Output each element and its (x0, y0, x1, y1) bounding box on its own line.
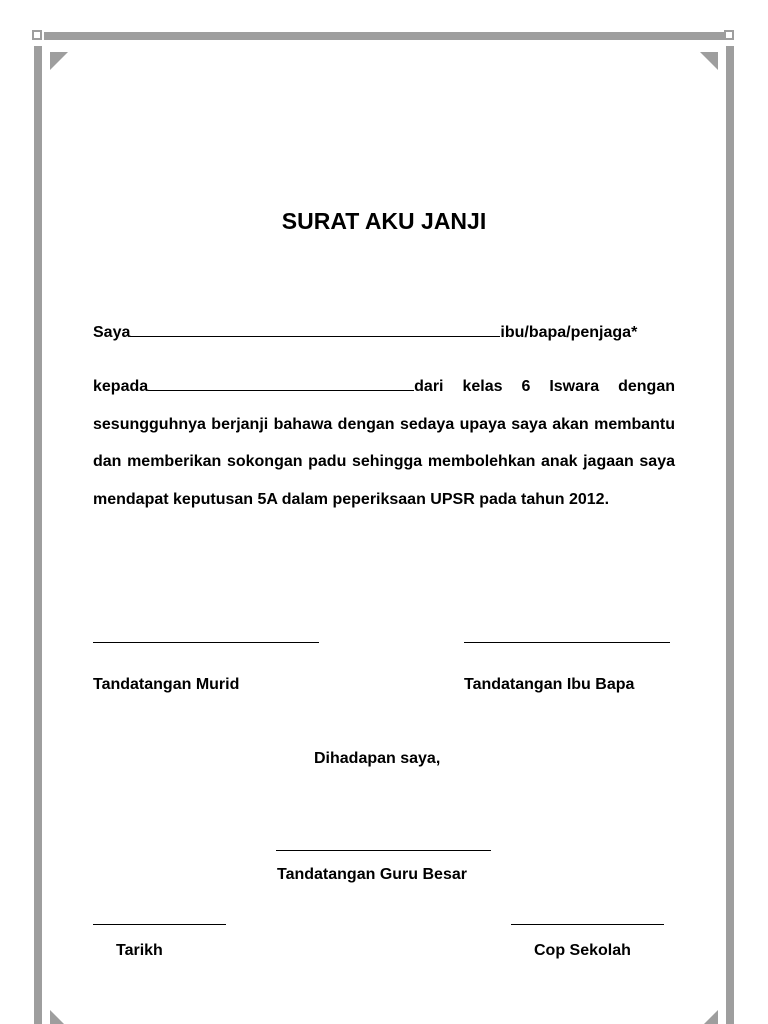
date-label: Tarikh (116, 942, 163, 959)
relation-label: ibu/bapa/penjaga* (500, 324, 638, 341)
headmaster-signature-label: Tandatangan Guru Besar (277, 866, 467, 883)
student-signature-line (93, 628, 319, 643)
parent-signature-label: Tandatangan Ibu Bapa (464, 676, 635, 693)
witness-intro: Dihadapan saya, (314, 750, 441, 767)
parent-name-blank (130, 322, 500, 337)
kepada-label: kepada (93, 378, 149, 395)
parent-signature-line (464, 628, 670, 643)
parent-name-line (93, 322, 675, 342)
headmaster-signature-line (276, 836, 491, 851)
school-stamp-line (511, 910, 664, 925)
pledge-body: dari kelas 6 Iswara dengan sesungguhnya berjanji bahawa dengan sedaya upaya saya akan membantu dan memberikan sokongan padu sehingga membolehkan anak jagaan saya mendapat keputusan 5A dalam peperiksaan UPSR pada tahun 2012. (93, 378, 675, 508)
document-title: SURAT AKU JANJI (281, 208, 487, 234)
corner-mark-top-right (724, 30, 734, 40)
saya-label: Saya (93, 324, 131, 341)
page-border-right (726, 46, 734, 1024)
margin-marker-bottom-left (50, 1010, 64, 1024)
page-border-top (44, 32, 724, 40)
student-signature-label: Tandatangan Murid (93, 676, 240, 693)
pledge-paragraph (93, 368, 675, 518)
margin-marker-top-right (700, 52, 718, 70)
student-name-blank (148, 376, 414, 391)
corner-mark-top-left (32, 30, 42, 40)
margin-marker-top-left (50, 52, 68, 70)
date-line (93, 910, 226, 925)
page-border-left (34, 46, 42, 1024)
school-stamp-label: Cop Sekolah (534, 942, 631, 959)
margin-marker-bottom-right (704, 1010, 718, 1024)
